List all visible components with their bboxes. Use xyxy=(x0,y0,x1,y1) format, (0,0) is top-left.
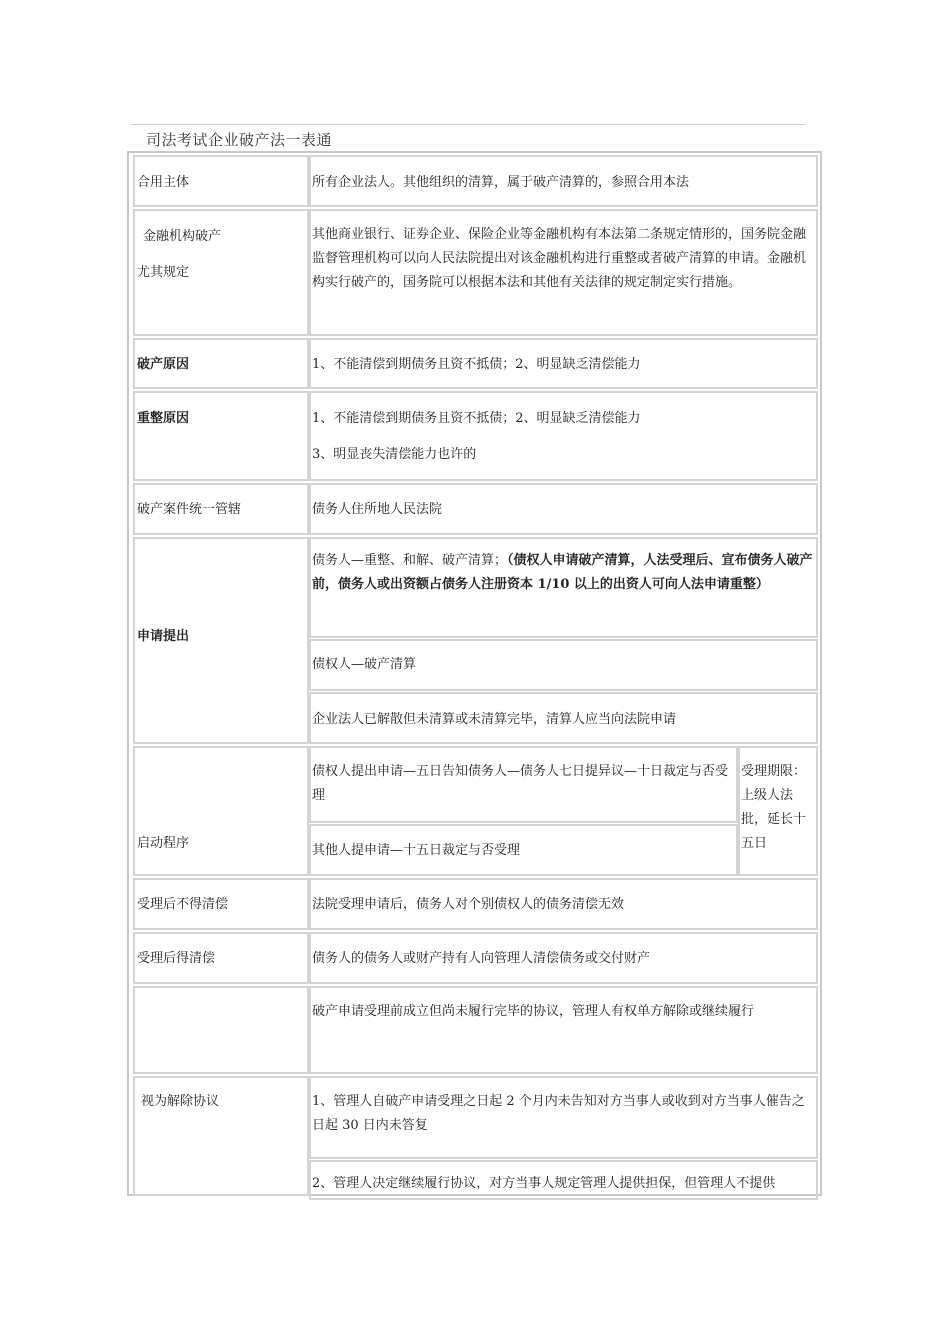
label-text: 破产原因 xyxy=(137,357,190,372)
label-text: 重整原因 xyxy=(137,411,190,426)
row-text-payment-allowed xyxy=(309,932,818,984)
cell-text: 债务人住所地人民法院 xyxy=(312,502,443,517)
cell-text: 1、管理人自破产申请受理之日起 2 个月内未告知对方当事人或收到对方当事人催告之日起 30 日内未答复 xyxy=(312,1094,805,1133)
row-text-procedure-creditor xyxy=(309,746,738,823)
cell-text: 企业法人已解散但未清算或未清算完毕，清算人应当向法院申请 xyxy=(312,712,677,727)
title-bar xyxy=(130,124,806,153)
row-label-start-procedure xyxy=(133,746,309,876)
row-label-payment-allowed xyxy=(133,932,309,984)
row-label-financial xyxy=(133,209,309,336)
row-label-bankruptcy-cause xyxy=(133,338,309,389)
page-title: 司法考试企业破产法一表通 xyxy=(146,131,333,149)
cell-text: 受理期限：上级人法批，延长十五日 xyxy=(741,764,807,851)
label-text-line1: 金融机构破产 xyxy=(143,229,222,244)
cell-text-line2: 3、明显丧失清偿能力也许的 xyxy=(312,447,477,462)
row-text-reorganization-cause xyxy=(309,391,818,481)
row-label-deemed-termination xyxy=(133,1076,309,1196)
row-text-procedure-other xyxy=(309,824,738,876)
row-text-termination-2 xyxy=(309,1160,818,1200)
cell-text: 所有企业法人。其他组织的清算，属于破产清算的，参照合用本法 xyxy=(312,175,690,190)
row-text-termination-1 xyxy=(309,1076,818,1159)
cell-text-line1: 1、不能清偿到期债务且资不抵债；2、明显缺乏清偿能力 xyxy=(312,411,641,426)
cell-text: 债务人的债务人或财产持有人向管理人清偿债务或交付财产 xyxy=(312,951,651,966)
cell-text: 法院受理申请后，债务人对个别债权人的债务清偿无效 xyxy=(312,897,625,912)
row-label-no-payment xyxy=(133,878,309,930)
row-label-application xyxy=(133,537,309,744)
row-text-no-payment xyxy=(309,878,818,930)
cell-text: 债务人—重整、和解、破产清算； xyxy=(312,553,508,568)
row-label-jurisdiction xyxy=(133,483,309,535)
row-label-subject xyxy=(133,155,309,207)
label-text: 合用主体 xyxy=(137,175,190,190)
row-label-reorganization-cause xyxy=(133,391,309,481)
row-text-application-debtor xyxy=(309,537,818,638)
row-text-financial xyxy=(309,209,818,336)
cell-text: 2、管理人决定继续履行协议，对方当事人规定管理人提供担保，但管理人不提供 xyxy=(312,1176,776,1191)
cell-text: 其他商业银行、证券企业、保险企业等金融机构有本法第二条规定情形的，国务院金融监督管理机构可以向人民法院提出对该金融机构进行重整或者破产清算的申请。金融机构实行破产的，国务院可以根据本法和其他有关法律的规定制定实行措施。 xyxy=(312,227,807,290)
label-text: 受理后得清偿 xyxy=(137,951,216,966)
label-text: 视为解除协议 xyxy=(141,1094,220,1109)
row-text-application-creditor xyxy=(309,639,818,691)
cell-text: 债权人提出申请—五日告知债务人—债务人七日提异议—十日裁定与否受理 xyxy=(312,764,729,803)
cell-text: 破产申请受理前成立但尚未履行完毕的协议，管理人有权单方解除或继续履行 xyxy=(312,1004,755,1019)
row-text-jurisdiction xyxy=(309,483,818,535)
label-text-line2: 尤其规定 xyxy=(137,265,190,280)
cell-text: 其他人提申请—十五日裁定与否受理 xyxy=(312,843,521,858)
row-text-contracts xyxy=(309,986,818,1074)
label-text: 启动程序 xyxy=(137,836,190,851)
row-label-empty xyxy=(133,986,309,1074)
cell-text-bold: （债权人申请破产清算，人法受理后、宣布债务人破产前，债务人或出资额占债务人注册资本 1/10 以上的出资人可向人法申请重整） xyxy=(312,553,813,592)
label-text: 申请提出 xyxy=(137,629,190,644)
label-text: 破产案件统一管辖 xyxy=(137,502,242,517)
row-text-application-liquidator xyxy=(309,692,818,744)
row-text-bankruptcy-cause xyxy=(309,338,818,389)
row-text-subject xyxy=(309,155,818,207)
label-text: 受理后不得清偿 xyxy=(137,897,229,912)
law-summary-table xyxy=(127,151,822,1196)
cell-text: 债权人—破产清算 xyxy=(312,657,417,672)
row-text-procedure-deadline xyxy=(738,746,818,876)
cell-text: 1、不能清偿到期债务且资不抵债；2、明显缺乏清偿能力 xyxy=(312,357,641,372)
